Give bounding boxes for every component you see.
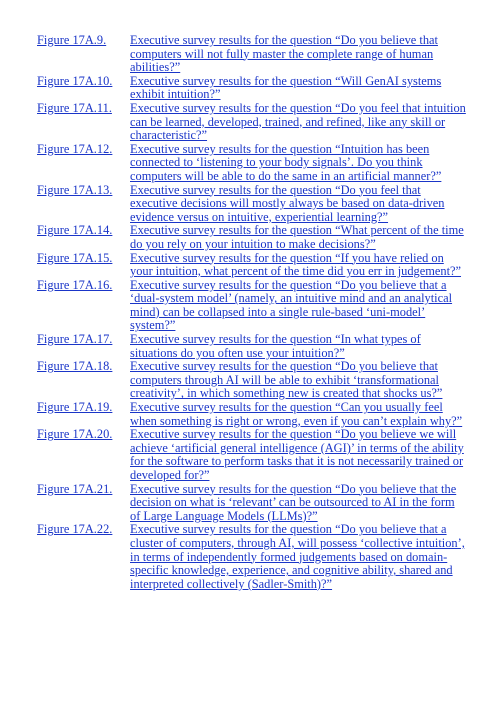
figure-caption-link[interactable]: Executive survey results for the question “Do you feel that intuition can be learned, developed, trained, and refined, like any skill or characteristic?” (130, 100, 466, 143)
figure-caption-link[interactable]: Executive survey results for the question “Do you believe that computers will not fully master the complete range of human abilities?” (130, 33, 438, 75)
figure-entry (37, 224, 467, 251)
figure-label-link[interactable]: Figure 17A.13. (37, 182, 113, 197)
list-of-figures (37, 34, 467, 591)
figure-caption-link[interactable]: Executive survey results for the question “Do you believe that a cluster of computers, through AI, will possess ‘collective intuition’, in terms of independently formed judgements based on domain-specific knowledge, experience, and cognitive ability, shared and interpreted collectively (Sadler-Smith)?” (130, 522, 465, 591)
figure-label-link[interactable]: Figure 17A.15. (37, 250, 113, 265)
figure-caption-link[interactable]: Executive survey results for the question “Do you feel that executive decisions will mostly always be based on data-driven evidence versus on intuitive, experiential learning?” (130, 182, 445, 224)
figure-entry (37, 428, 467, 482)
figure-entry (37, 279, 467, 333)
figure-label-link[interactable]: Figure 17A.21. (37, 481, 113, 496)
figure-caption-link[interactable]: Executive survey results for the question “What percent of the time do you rely on your intuition to make decisions?” (130, 223, 464, 251)
figure-caption-link[interactable]: Executive survey results for the question “In what types of situations do you often use your intuition?” (130, 332, 421, 360)
figure-entry (37, 102, 467, 143)
figure-label-link[interactable]: Figure 17A.11. (37, 100, 112, 115)
figure-caption-link[interactable]: Executive survey results for the question “Will GenAI systems exhibit intuition?” (130, 73, 442, 102)
figure-entry (37, 360, 467, 401)
figure-label-link[interactable]: Figure 17A.14. (37, 223, 113, 238)
figure-caption-link[interactable]: Executive survey results for the question “If you have relied on your intuition, what percent of the time did you err in judgement?” (130, 250, 462, 279)
figure-entry (37, 143, 467, 184)
figure-caption-link[interactable]: Executive survey results for the question “Do you believe that the decision on what is ‘relevant’ can be outsourced to AI in the form of Large Language Models (LLMs)?” (130, 481, 457, 523)
figure-entry (37, 333, 467, 360)
figure-label-link[interactable]: Figure 17A.19. (37, 400, 113, 415)
figure-entry (37, 483, 467, 524)
figure-label-link[interactable]: Figure 17A.17. (37, 332, 113, 347)
figure-label-link[interactable]: Figure 17A.22. (37, 522, 113, 537)
figure-caption-link[interactable]: Executive survey results for the question “Do you believe that a ‘dual-system model’ (namely, an intuitive mind and an analytical mind) can be collapsed into a single rule-based ‘uni-model’ system?” (130, 277, 453, 333)
figure-caption-link[interactable]: Executive survey results for the question “Do you believe that computers through AI will be able to exhibit ‘transformational creativity’, in which something new is created that shocks us?” (130, 359, 443, 401)
figure-label-link[interactable]: Figure 17A.12. (37, 141, 113, 156)
figure-entry (37, 523, 467, 591)
figure-entry (37, 401, 467, 428)
figure-caption-link[interactable]: Executive survey results for the question “Intuition has been connected to ‘listening to your body signals’. Do you think computers will be able to do the same in an artificial manner?” (130, 141, 442, 183)
figure-label-link[interactable]: Figure 17A.18. (37, 359, 113, 374)
figure-label-link[interactable]: Figure 17A.16. (37, 277, 113, 292)
figure-entry (37, 252, 467, 279)
figure-entry (37, 34, 467, 75)
figure-caption-link[interactable]: Executive survey results for the question “Do you believe we will achieve ‘artificial general intelligence (AGI)’ in terms of the ability for the software to perform tasks that it is not necessarily trained or developed for?” (130, 427, 464, 482)
figure-entry (37, 184, 467, 225)
figure-entry (37, 75, 467, 102)
figure-caption-link[interactable]: Executive survey results for the question “Can you usually feel when something is right or wrong, even if you can’t explain why?” (130, 400, 463, 428)
figure-label-link[interactable]: Figure 17A.9. (37, 33, 107, 47)
figure-label-link[interactable]: Figure 17A.10. (37, 73, 113, 88)
figure-label-link[interactable]: Figure 17A.20. (37, 427, 113, 442)
